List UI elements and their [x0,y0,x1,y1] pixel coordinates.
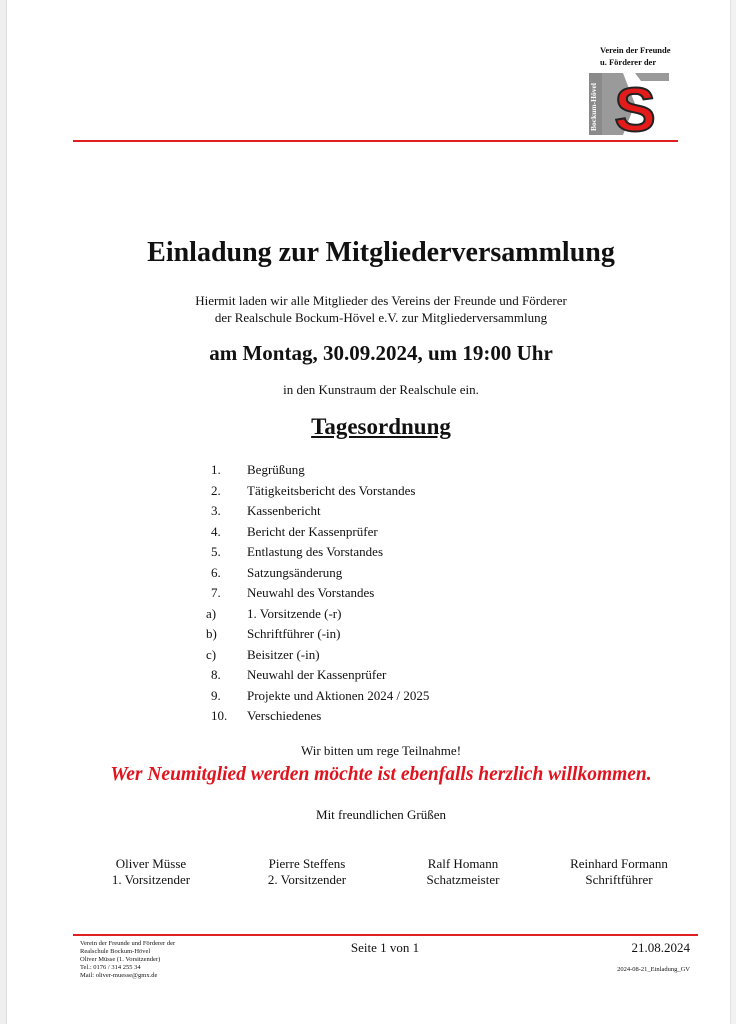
footer-contact-line: Oliver Müsse (1. Vorsitzender) [80,956,161,963]
agenda-number: c) [206,646,217,662]
footer-contact-line: Verein der Freunde und Förderer der [80,940,176,947]
signature-block [66,856,236,888]
agenda-item [200,542,429,563]
agenda-item [200,460,429,481]
agenda-item [200,686,429,707]
footer-contact-line: Realschule Bockum-Hövel [80,948,151,955]
agenda-text: Bericht der Kassenprüfer [247,523,378,539]
agenda-number: 4. [211,523,221,539]
header-rule [73,140,678,142]
agenda-text: Satzungsänderung [247,564,343,580]
intro-line-1: Hiermit laden wir alle Mitglieder des Vereins der Freunde und Förderer [195,293,567,308]
agenda-item [200,501,429,522]
agenda-number: 5. [211,544,221,560]
signature-role: 1. Vorsitzender [111,872,191,887]
footer-contact-line: Mail: oliver-muesse@gmx.de [80,972,158,979]
meeting-date: am Montag, 30.09.2024, um 19:00 Uhr [209,341,553,365]
agenda-text: Beisitzer (-in) [247,646,320,662]
signature-block [222,856,392,888]
signature-block [534,856,704,888]
intro-line-2: der Realschule Bockum-Hövel e.V. zur Mitgliederversammlung [214,310,548,325]
document-title: Einladung zur Mitgliederversammlung [147,237,615,268]
signature-role: Schatzmeister [426,872,500,887]
logo-letter: S [614,76,656,135]
signature-name: Oliver Müsse [115,856,187,871]
agenda-number: 9. [211,687,221,703]
agenda-text: Schriftführer (-in) [247,626,341,642]
agenda-text: Begrüßung [247,462,305,478]
agenda-subitem [200,624,429,645]
footer-contact [80,940,175,980]
closing-greeting: Mit freundlichen Grüßen [316,807,446,822]
agenda-number: 10. [211,708,228,724]
agenda-text: Neuwahl der Kassenprüfer [247,667,387,683]
agenda-heading: Tagesordnung [311,414,451,439]
signature-name: Reinhard Formann [570,856,668,871]
agenda-text: Projekte und Aktionen 2024 / 2025 [247,687,430,703]
page-edge-right [730,0,736,1024]
agenda-subitem [200,604,429,625]
footer-date: 21.08.2024 [631,940,690,955]
agenda-number: 7. [211,585,221,601]
agenda-item [200,665,429,686]
agenda-item [200,522,429,543]
agenda-text: 1. Vorsitzende (-r) [247,605,342,621]
footer-contact-line: Tel.: 0176 / 314 255 34 [80,964,141,971]
agenda-number: 8. [211,667,221,683]
meeting-place: in den Kunstraum der Realschule ein. [283,382,479,397]
agenda-item [200,481,429,502]
agenda-number: 1. [211,462,221,478]
agenda-text: Tätigkeitsbericht des Vorstandes [247,482,416,498]
intro-text [0,292,736,326]
agenda-list [200,460,429,727]
signature-name: Ralf Homann [427,856,499,871]
agenda-number: 6. [211,564,221,580]
org-name [600,44,671,68]
agenda-number: a) [206,605,217,621]
agenda-text: Verschiedenes [247,708,322,724]
agenda-subitem [200,645,429,666]
school-logo [589,73,669,135]
signature-block [378,856,548,888]
logo-side-text: Bockum-Hövel [589,83,598,131]
agenda-item [200,563,429,584]
agenda-number: b) [206,626,217,642]
page-number: Seite 1 von 1 [350,940,420,955]
agenda-item [200,706,429,727]
participation-request: Wir bitten um rege Teilnahme! [300,743,462,758]
agenda-text: Entlastung des Vorstandes [247,544,384,560]
agenda-number: 2. [211,482,221,498]
signature-name: Pierre Steffens [268,856,346,871]
new-member-welcome: Wer Neumitglied werden möchte ist ebenfalls herzlich willkommen. [110,764,652,785]
agenda-number: 3. [211,503,221,519]
footer-filename: 2024-08-21_Einladung_GV [617,966,690,973]
signature-role: Schriftführer [585,872,653,887]
agenda-text: Kassenbericht [247,503,321,519]
org-name-line-1: Verein der Freunde [600,45,671,55]
signature-role: 2. Vorsitzender [267,872,347,887]
agenda-text: Neuwahl des Vorstandes [247,585,375,601]
footer-rule [73,934,698,936]
agenda-item [200,583,429,604]
page-edge-left [0,0,7,1024]
org-name-line-2: u. Förderer der [600,57,657,67]
